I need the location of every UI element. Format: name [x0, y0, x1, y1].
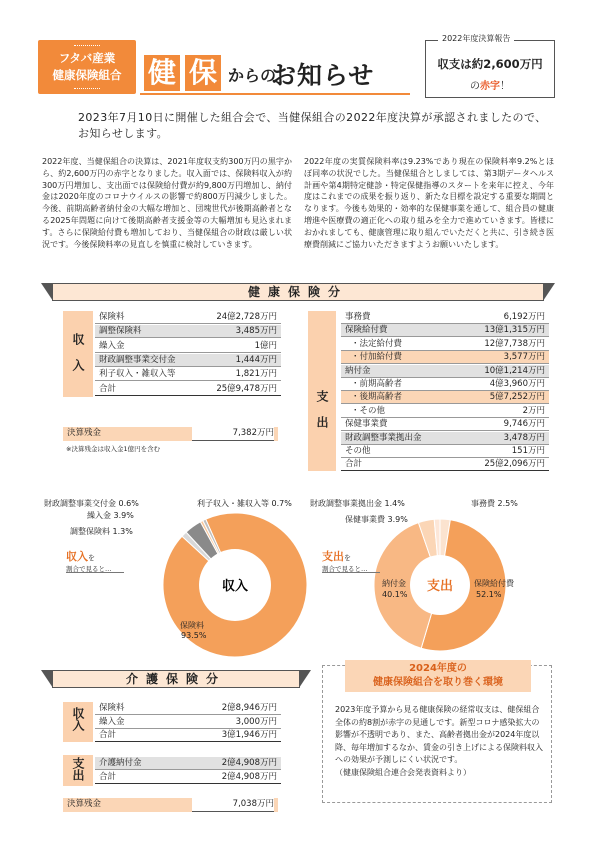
kenko-income-row [95, 340, 281, 353]
income-pie-note-small1: を [88, 554, 95, 562]
kaigo-expense-label: 合計 [99, 771, 117, 782]
kaigo-expense-head [63, 755, 93, 786]
income-pie-note-small2: 割合で見ると… [66, 565, 112, 573]
kenko-expense-value: 13億1,315万円 [484, 325, 545, 336]
summary-line2-post: ！ [500, 81, 510, 92]
kaigo-expense-label: 介護納付金 [99, 758, 142, 768]
kenko-expense-value: 5億7,252万円 [489, 392, 545, 403]
income-pie-note [66, 545, 124, 573]
kaigo-expense-row [95, 757, 281, 770]
title-underline [140, 93, 410, 95]
kenko-expense-value: 9,746万円 [503, 419, 545, 430]
kenko-expense-label: 合計 [345, 459, 363, 470]
kenko-expense-row [341, 432, 549, 445]
summary-deficit: 赤字 [480, 81, 500, 92]
kaigo-expense-value: 2億4,908万円 [221, 771, 277, 782]
kenko-expense-row [341, 311, 549, 324]
kenko-expense-value: 2万円 [522, 405, 545, 416]
kenko-income-row [95, 383, 281, 396]
kenko-income-row [95, 354, 281, 367]
kenko-income-value: 3,485万円 [235, 326, 277, 337]
income-pie-chart [40, 490, 310, 660]
environment-note-head2: 健康保険組合を取り巻く環境 [373, 677, 503, 688]
kaigo-income-label: 繰入金 [99, 716, 125, 727]
kenko-expense-row [341, 445, 549, 458]
kenko-income-label: 保険料 [99, 312, 125, 322]
expense-pie-note [322, 545, 380, 573]
income-pie-note-big: 収入 [66, 550, 88, 563]
title-oshirase: お知らせ [271, 61, 375, 90]
kenko-deficit-row [63, 427, 278, 441]
kenko-income-row [95, 325, 281, 338]
kenko-income-label: 合計 [99, 383, 117, 394]
kaigo-income-label: 合計 [99, 730, 117, 740]
kenko-expense-head: 支出 [308, 311, 336, 471]
kenko-expense-label: 納付金 [345, 365, 371, 376]
kenko-expense-value: 25億2,096万円 [484, 459, 545, 470]
summary-box [425, 34, 555, 98]
income-pie-label-transfer: 財政調整事業交付金 0.6% [44, 499, 139, 508]
expense-pie-label-kyufu: 保険給付費 [474, 579, 514, 588]
expense-pie-note-big: 支出 [322, 550, 344, 563]
kenko-income-head [63, 311, 93, 397]
income-pie-label-kurikomi: 繰入金 3.9% [87, 511, 134, 520]
kaigo-income-row [95, 716, 281, 729]
kenko-expense-label: 事務費 [345, 312, 371, 322]
org-name-line2: 健康保険組合 [52, 68, 122, 82]
kenko-deficit-value: 7,382万円 [192, 427, 274, 441]
kenko-income-value: 25億9,478万円 [216, 383, 277, 394]
kenko-deficit-note: ※決算残金は収入金1億円を含む [66, 445, 161, 453]
kenko-expense-row [341, 324, 549, 337]
kenko-expense-value: 4億3,960万円 [489, 379, 545, 389]
kenko-income-label: 調整保険料 [99, 326, 142, 337]
kenko-expense-label: 財政調整事業拠出金 [345, 432, 422, 443]
environment-note-text [335, 704, 543, 779]
kenko-income-row [95, 311, 281, 324]
kenko-income-value: 1,444万円 [235, 354, 277, 365]
kaigo-income-row [95, 729, 281, 742]
kenko-income-row [95, 368, 281, 381]
body-right: 2022年度の実質保険料率は9.23%であり現在の保険料率9.2%とほぼ同率の状況でした。当健保組合としましては、第3期データヘルス計画や第4期特定健診・特定保健指導のスタートを来年に控え、今年度はこれまでの成果を振り返り、新たな目標を設定する重要な期間となります。今後も効果的・効率的な保健事業を通して、組合員の健康増進や医療費の適正化への取り組みを全力で進めていきます。皆様におかれましても、健康管理に取り組んでいただくと共に、引き続き医療費削減にご協力いただきますようお願いいたします。 [304, 157, 554, 249]
income-pie-center: 収入 [221, 579, 249, 594]
kenko-expense-value: 3,478万円 [503, 432, 545, 443]
kenko-expense-value: 10億1,214万円 [484, 365, 545, 376]
kenko-expense-label: 保険給付費 [345, 325, 388, 336]
environment-note-head [345, 660, 531, 692]
kaigo-expense-value: 2億4,908万円 [221, 758, 277, 768]
body-left: 2022年度、当健保組合の決算は、2021年度収支約300万円の黒字から、約2,600万円の赤字となりました。収入面では、保険料収入が約300万円増加し、支出面では保険給付費が約9,800万円増加し、納付金は2020年度のコロナウイルスの影響で約800万円減少しました。今後、前期高齢者納付金の大幅な増加と、団塊世代が後期高齢者となる2025年問題に向けて後期高齢者支援金等の大幅増加も見込まれます。さらに保険給付費も増加しており、当健保組合の財政は厳しい状況です。今後保険料率の見直しを慎重に検討していきます。 [42, 157, 292, 249]
kenko-income-label: 繰入金 [99, 340, 125, 351]
kaigo-deficit-row [63, 798, 278, 812]
kaigo-expense-row [95, 771, 281, 784]
summary-line1: 収支は約2,600万円 [437, 57, 543, 71]
kaigo-expense-head-label: 支出 [71, 757, 85, 781]
kenko-expense-row [341, 378, 549, 391]
income-pie-label-premium: 保険料 [180, 621, 204, 630]
expense-pie-note-small1: を [344, 554, 351, 562]
expense-pie-label-nofu-pct: 40.1% [382, 590, 408, 599]
kaigo-income-label: 保険料 [99, 703, 125, 713]
kenko-income-value: 1億円 [254, 340, 277, 351]
kaigo-deficit-value: 7,038万円 [192, 798, 274, 812]
kaigo-income-head [63, 702, 93, 742]
expense-pie-note-small2: 割合で見ると… [322, 565, 368, 573]
expense-pie-label-hoken: 保健事業費 3.9% [345, 515, 408, 524]
kenko-expense-label: ・前期高齢者 [351, 379, 403, 389]
kenko-expense-row [341, 351, 549, 364]
kaigo-deficit-label: 決算残金 [67, 799, 102, 809]
kenko-expense-label: ・法定給付費 [351, 338, 403, 349]
kenko-expense-value: 6,192万円 [503, 312, 545, 322]
kenko-expense-row [341, 405, 549, 418]
kenko-deficit-label: 決算残金 [67, 428, 102, 438]
kaigo-section-title: 介護保険分 [52, 670, 300, 688]
kenko-expense-row [341, 418, 549, 431]
kenko-expense-label: その他 [345, 446, 371, 456]
expense-pie-label-kyufu-pct: 52.1% [476, 590, 502, 599]
kenko-income-label: 財政調整事業交付金 [99, 354, 176, 365]
lead-text: 2023年7月10日に開催した組合会で、当健保組合の2022年度決算が承認されましたので、お知らせします。 [78, 111, 547, 140]
kenko-expense-label: 保健事業費 [345, 419, 388, 430]
kenko-income-value: 24億2,728万円 [216, 312, 277, 322]
kaigo-income-value: 3億1,946万円 [221, 730, 277, 740]
summary-tag: 2022年度決算報告 [438, 33, 514, 44]
kenko-expense-label: ・付加給付費 [351, 352, 403, 363]
income-pie-label-interest: 利子収入・雑収入等 0.7% [197, 499, 292, 508]
org-name-line1: フタバ産業 [58, 51, 116, 65]
kenko-expense-label: ・その他 [351, 405, 386, 416]
kaigo-income-value: 3,000万円 [235, 716, 277, 727]
title-kanji-1: 健 [144, 55, 180, 91]
expense-pie-center: 支出 [426, 579, 454, 594]
kenko-income-head-label: 収入 [63, 311, 93, 397]
kenko-expense-row [341, 391, 549, 404]
environment-note-body: 2023年度予算から見る健康保険の経常収支は、健保組合全体の約8割が赤字の見通しです。新型コロナ感染拡大の影響が不透明であり、また、高齢者拠出金が2024年度以降、毎年増加するなか、賃金の引き上げによる保険料収入への効果が予測しにくい状況です。 [335, 705, 543, 764]
expense-pie-label-jimu: 事務費 2.5% [471, 499, 518, 508]
income-pie-label-premium-pct: 93.5% [181, 631, 207, 640]
kenko-expense-value: 151万円 [511, 446, 545, 456]
title-kanji-2: 保 [185, 55, 221, 91]
environment-note-head1: 2024年度の [409, 663, 467, 674]
kenko-expense-row [341, 338, 549, 351]
kaigo-income-head-label: 収入 [71, 707, 85, 731]
kaigo-income-row [95, 702, 281, 715]
environment-note-box [322, 665, 552, 803]
kenko-income-value: 1,821万円 [235, 369, 277, 380]
kenko-expense-label: ・後期高齢者 [351, 392, 403, 403]
kaigo-income-value: 2億8,946万円 [221, 703, 277, 713]
expense-pie-label-zaisei: 財政調整事業拠出金 1.4% [310, 499, 405, 508]
kenko-section-title: 健康保険分 [52, 283, 544, 301]
kenko-income-label: 利子収入・雑収入等 [99, 369, 176, 380]
kenko-expense-value: 12億7,738万円 [484, 338, 545, 349]
income-pie-label-adjust: 調整保険料 1.3% [70, 527, 133, 536]
kenko-expense-row [341, 458, 549, 471]
org-badge [38, 40, 136, 94]
summary-line2 [426, 77, 554, 92]
summary-line2-pre: の [470, 81, 480, 92]
expense-pie-label-nofu: 納付金 [382, 579, 406, 588]
kenko-expense-value: 3,577万円 [503, 352, 545, 363]
kenko-expense-row [341, 365, 549, 378]
title-kara: からの [228, 66, 277, 85]
environment-note-source: （健康保険組合連合会発表資料より） [335, 767, 471, 777]
